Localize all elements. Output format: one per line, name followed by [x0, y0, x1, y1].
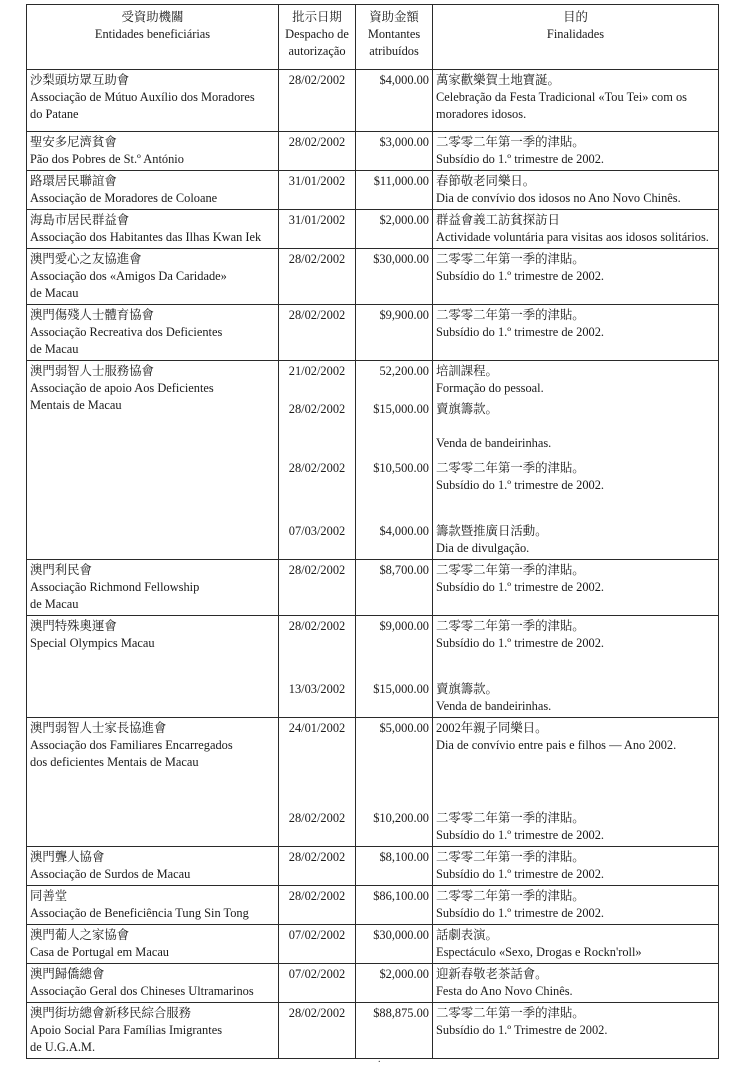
table-row: [27, 210, 719, 249]
grant-amount: $4,000.00: [379, 73, 429, 87]
purpose-pt: [436, 754, 715, 771]
grant-date: 13/03/2002: [288, 682, 346, 696]
purpose-zh: 二零零二年第一季的津貼。: [436, 1006, 585, 1020]
purpose-pt: Subsídio do 1.º trimestre de 2002.: [436, 867, 605, 881]
header-entity: [27, 5, 279, 70]
entity-name-pt: Special Olympics Macau: [30, 636, 155, 650]
purpose-cell: [433, 847, 719, 886]
grant-amount: $88,875.00: [373, 1006, 429, 1020]
grant-amount: $2,000.00: [379, 213, 429, 227]
entity-name-zh: 同善堂: [30, 889, 68, 903]
grant-date: 28/02/2002: [288, 563, 346, 577]
purpose-pt: Dia de convívio dos idosos no Ano Novo Chinês.: [436, 191, 681, 205]
entity-name-pt: de Macau: [30, 597, 79, 611]
entity-cell: [27, 361, 279, 560]
header-entity-pt: Entidades beneficiárias: [94, 27, 211, 41]
purpose-cell: [433, 305, 719, 361]
entity-name-zh: 澳門聾人協會: [30, 850, 105, 864]
purpose-pt: Subsídio do 1.º trimestre de 2002.: [436, 636, 605, 650]
purpose-zh: 二零零二年第一季的津貼。: [436, 889, 585, 903]
grant-date: 31/01/2002: [288, 213, 346, 227]
purpose-zh: 話劇表演。: [436, 928, 498, 942]
date-cell: [279, 616, 356, 718]
amount-cell: [356, 886, 433, 925]
header-amount-zh: 資助金額: [369, 10, 419, 24]
table-row: [27, 305, 719, 361]
table-row: [27, 132, 719, 171]
entity-cell: [27, 210, 279, 249]
entity-name-zh: 澳門弱智人士服務協會: [30, 364, 154, 378]
grant-amount: $9,900.00: [379, 308, 429, 322]
entity-name-pt: Mentais de Macau: [30, 398, 122, 412]
purpose-cell: [433, 560, 719, 616]
purpose-cell: [433, 210, 719, 249]
purpose-cell: [433, 925, 719, 964]
entity-name-pt: de Macau: [30, 342, 79, 356]
amount-cell: [356, 616, 433, 718]
grant-amount: $30,000.00: [373, 928, 429, 942]
date-cell: [279, 210, 356, 249]
purpose-zh: 2002年親子同樂日。: [436, 721, 548, 735]
grant-date: 28/02/2002: [288, 461, 346, 475]
purpose-pt: Subsídio do 1.º trimestre de 2002.: [436, 828, 605, 842]
purpose-zh: 迎新春敬老茶話會。: [436, 967, 548, 981]
entity-name-pt: de Macau: [30, 286, 79, 300]
table-row: [27, 249, 719, 305]
entity-cell: [27, 171, 279, 210]
entity-name-pt: Apoio Social Para Famílias Imigrantes: [30, 1023, 223, 1037]
header-amount: [356, 5, 433, 70]
purpose-pt: [436, 652, 715, 669]
date-cell: [279, 1003, 356, 1059]
purpose-pt: Subsídio do 1.º trimestre de 2002.: [436, 478, 605, 492]
header-amount-pt2: atribuídos: [369, 44, 419, 58]
grant-amount: $86,100.00: [373, 889, 429, 903]
entity-cell: [27, 886, 279, 925]
table-row: [27, 560, 719, 616]
date-cell: [279, 560, 356, 616]
grant-date: 28/02/2002: [288, 73, 346, 87]
entity-name-pt: Pão dos Pobres de St.º António: [30, 152, 184, 166]
entity-cell: [27, 925, 279, 964]
purpose-zh: 二零零二年第一季的津貼。: [436, 461, 585, 475]
grant-amount: $8,700.00: [379, 563, 429, 577]
table-row: [27, 847, 719, 886]
amount-cell: [356, 132, 433, 171]
grant-amount: $5,000.00: [379, 721, 429, 735]
purpose-pt: Subsídio do 1.º trimestre de 2002.: [436, 580, 605, 594]
table-row: [27, 886, 719, 925]
entity-name-zh: 澳門愛心之友協進會: [30, 252, 142, 266]
purpose-cell: [433, 171, 719, 210]
purpose-zh: 賣旗籌款。: [436, 682, 498, 696]
amount-cell: [356, 847, 433, 886]
purpose-pt: Venda de bandeirinhas.: [436, 436, 552, 450]
entity-name-zh: 沙梨頭坊眾互助會: [30, 73, 130, 87]
grant-amount: $2,000.00: [379, 967, 429, 981]
date-cell: [279, 305, 356, 361]
purpose-zh: 賣旗籌款。: [436, 402, 498, 416]
grant-date: 28/02/2002: [288, 1006, 346, 1020]
grant-amount: $4,000.00: [379, 524, 429, 538]
amount-cell: [356, 964, 433, 1003]
purpose-zh: 群益會義工訪貧探訪日: [436, 213, 560, 227]
grant-date: 28/02/2002: [288, 402, 346, 416]
purpose-zh: 二零零二年第一季的津貼。: [436, 563, 585, 577]
amount-cell: [356, 305, 433, 361]
entity-name-zh: 澳門弱智人士家長協進會: [30, 721, 167, 735]
table-header-row: [27, 5, 719, 70]
entity-name-zh: 海島市居民群益會: [30, 213, 130, 227]
purpose-cell: [433, 361, 719, 560]
purpose-zh: 二零零二年第一季的津貼。: [436, 252, 585, 266]
date-cell: [279, 925, 356, 964]
grant-amount: $8,100.00: [379, 850, 429, 864]
purpose-pt: Subsídio do 1.º trimestre de 2002.: [436, 325, 605, 339]
date-cell: [279, 361, 356, 560]
grant-date: 24/01/2002: [288, 721, 346, 735]
grant-amount: $10,500.00: [373, 461, 429, 475]
entity-name-zh: 澳門利民會: [30, 563, 92, 577]
amount-cell: [356, 1003, 433, 1059]
entity-name-pt: Associação de Beneficiência Tung Sin Tong: [30, 906, 249, 920]
table-row: [27, 70, 719, 132]
date-cell: [279, 718, 356, 847]
entity-cell: [27, 249, 279, 305]
grant-amount: $30,000.00: [373, 252, 429, 266]
purpose-cell: [433, 1003, 719, 1059]
entity-name-zh: 聖安多尼濟貧會: [30, 135, 117, 149]
grant-amount: $10,200.00: [373, 811, 429, 825]
purpose-pt: Espectáculo «Sexo, Drogas e Rockn'roll»: [436, 945, 642, 959]
header-date-zh: 批示日期: [292, 10, 342, 24]
date-cell: [279, 886, 356, 925]
entity-name-zh: 澳門歸僑總會: [30, 967, 105, 981]
entity-name-zh: 澳門傷殘人士體育協會: [30, 308, 154, 322]
purpose-pt: Formação do pessoal.: [436, 381, 544, 395]
amount-cell: [356, 718, 433, 847]
purpose-pt: [436, 771, 715, 788]
entity-name-zh: 路環居民聯誼會: [30, 174, 117, 188]
date-cell: [279, 964, 356, 1003]
entity-name-zh: 澳門特殊奧運會: [30, 619, 117, 633]
entity-name-pt: do Patane: [30, 107, 79, 121]
grant-date: 28/02/2002: [288, 135, 346, 149]
header-purpose-pt: Finalidades: [546, 27, 605, 41]
grant-date: 28/02/2002: [288, 811, 346, 825]
amount-cell: [356, 249, 433, 305]
grant-date: 28/02/2002: [288, 850, 346, 864]
purpose-cell: [433, 132, 719, 171]
header-entity-zh: 受資助機關: [121, 10, 184, 24]
date-cell: [279, 132, 356, 171]
grant-amount: $15,000.00: [373, 682, 429, 696]
grant-date: 07/02/2002: [288, 928, 346, 942]
date-cell: [279, 847, 356, 886]
table-row: [27, 718, 719, 847]
entity-name-zh: 澳門街坊總會新移民綜合服務: [30, 1006, 192, 1020]
table-row: [27, 361, 719, 560]
purpose-zh: 二零零二年第一季的津貼。: [436, 850, 585, 864]
purpose-pt: Subsídio do 1.º Trimestre de 2002.: [436, 1023, 608, 1037]
entity-name-pt: Associação Recreativa dos Deficientes: [30, 325, 223, 339]
grant-date: 31/01/2002: [288, 174, 346, 188]
purpose-pt: Subsídio do 1.º trimestre de 2002.: [436, 269, 605, 283]
header-purpose: [433, 5, 719, 70]
grant-date: 21/02/2002: [288, 364, 346, 378]
grants-table-body: [27, 70, 719, 1059]
entity-name-pt: Associação Geral dos Chineses Ultramarinos: [30, 984, 254, 998]
grant-date: 28/02/2002: [288, 252, 346, 266]
amount-cell: [356, 361, 433, 560]
purpose-zh: 春節敬老同樂日。: [436, 174, 536, 188]
purpose-pt: [436, 418, 715, 435]
purpose-pt: Subsídio do 1.º trimestre de 2002.: [436, 906, 605, 920]
amount-cell: [356, 560, 433, 616]
purpose-zh: 二零零二年第一季的津貼。: [436, 135, 585, 149]
entity-name-pt: Associação dos Familiares Encarregados: [30, 738, 233, 752]
purpose-pt: Dia de convívio entre pais e filhos — Ano 2002.: [436, 738, 677, 752]
entity-name-pt: Associação de Mútuo Auxílio dos Moradores: [30, 90, 255, 104]
entity-cell: [27, 964, 279, 1003]
amount-cell: [356, 171, 433, 210]
entity-name-pt: Associação de Surdos de Macau: [30, 867, 191, 881]
grant-date: 28/02/2002: [288, 308, 346, 322]
grant-date: 07/03/2002: [288, 524, 346, 538]
purpose-pt: Venda de bandeirinhas.: [436, 699, 552, 713]
entity-name-pt: de U.G.A.M.: [30, 1040, 96, 1054]
purpose-cell: [433, 718, 719, 847]
header-date: [279, 5, 356, 70]
purpose-cell: [433, 886, 719, 925]
grant-date: 07/02/2002: [288, 967, 346, 981]
purpose-pt: Celebração da Festa Tradicional «Tou Tei» com os: [436, 90, 687, 104]
grant-amount: $11,000.00: [373, 174, 429, 188]
entity-name-pt: Associação de apoio Aos Deficientes: [30, 381, 214, 395]
amount-cell: [356, 925, 433, 964]
entity-cell: [27, 1003, 279, 1059]
entity-name-zh: 澳門葡人之家協會: [30, 928, 130, 942]
purpose-pt: Festa do Ano Novo Chinês.: [436, 984, 573, 998]
grant-amount: $15,000.00: [373, 402, 429, 416]
purpose-zh: 二零零二年第一季的津貼。: [436, 811, 585, 825]
purpose-pt: [436, 494, 715, 511]
purpose-zh: 二零零二年第一季的津貼。: [436, 308, 585, 322]
purpose-zh: 萬家歡樂賀土地寶誕。: [436, 73, 560, 87]
entity-cell: [27, 70, 279, 132]
table-row: [27, 616, 719, 718]
amount-cell: [356, 210, 433, 249]
header-date-pt2: autorização: [288, 44, 346, 58]
header-purpose-zh: 目的: [563, 10, 588, 24]
entity-name-pt: Associação Richmond Fellowship: [30, 580, 200, 594]
table-row: [27, 1003, 719, 1059]
grant-amount: $9,000.00: [379, 619, 429, 633]
purpose-pt: Subsídio do 1.º trimestre de 2002.: [436, 152, 605, 166]
entity-name-pt: Associação dos «Amigos Da Caridade»: [30, 269, 227, 283]
purpose-zh: 培訓課程。: [436, 364, 498, 378]
date-cell: [279, 249, 356, 305]
grant-amount: 52,200.00: [379, 364, 429, 378]
table-row: [27, 171, 719, 210]
purpose-cell: [433, 249, 719, 305]
purpose-zh: 二零零二年第一季的津貼。: [436, 619, 585, 633]
entity-cell: [27, 305, 279, 361]
purpose-pt: Actividade voluntária para visitas aos idosos solitários.: [436, 230, 709, 244]
table-row: [27, 964, 719, 1003]
purpose-pt: moradores idosos.: [436, 107, 527, 121]
header-date-pt1: Despacho de: [285, 27, 349, 41]
purpose-cell: [433, 616, 719, 718]
grant-date: 28/02/2002: [288, 619, 346, 633]
date-cell: [279, 70, 356, 132]
grant-date: 28/02/2002: [288, 889, 346, 903]
table-row: [27, 925, 719, 964]
date-cell: [279, 171, 356, 210]
purpose-cell: [433, 70, 719, 132]
entity-name-pt: Associação dos Habitantes das Ilhas Kwan Iek: [30, 230, 262, 244]
page-mark: .: [378, 1054, 381, 1065]
entity-cell: [27, 616, 279, 718]
purpose-zh: 籌款暨推廣日活動。: [436, 524, 548, 538]
entity-cell: [27, 847, 279, 886]
entity-cell: [27, 718, 279, 847]
entity-name-pt: Associação de Moradores de Coloane: [30, 191, 218, 205]
purpose-cell: [433, 964, 719, 1003]
grant-amount: $3,000.00: [379, 135, 429, 149]
header-amount-pt1: Montantes: [367, 27, 421, 41]
entity-name-pt: Casa de Portugal em Macau: [30, 945, 170, 959]
entity-cell: [27, 560, 279, 616]
entity-name-pt: dos deficientes Mentais de Macau: [30, 755, 199, 769]
amount-cell: [356, 70, 433, 132]
grants-table: [26, 4, 719, 1059]
purpose-pt: Dia de divulgação.: [436, 541, 530, 555]
entity-cell: [27, 132, 279, 171]
